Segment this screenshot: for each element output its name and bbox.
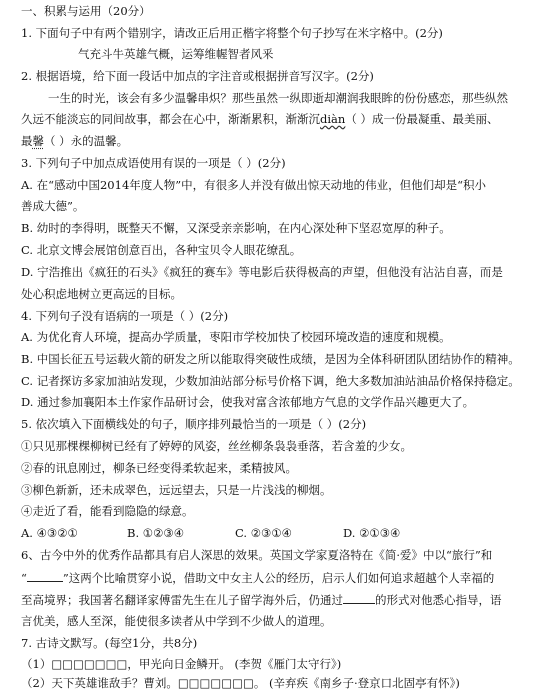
q3-option-a-line1: A. 在“感动中国2014年度人物”中，有很多人并没有做出惊天动地的伟业，但他们却是“积小 [21, 178, 487, 192]
q4-option-a: A. 为优化育人环境，提高办学质量，枣阳市学校加快了校园环境改造的速度和规模。 [21, 330, 451, 344]
q6-line2 [21, 570, 494, 585]
q5-sentence-3: ③柳色新新，还未成翠色，远远望去，只是一片浅浅的柳烟。 [21, 483, 332, 497]
q6-open-quote: “ [21, 571, 27, 585]
q3-option-a-line2: 善成大德”。 [21, 199, 85, 213]
q7-line2: （2）天下英雄谁敌手？曹刘。□□□□□□□。 (辛弃疾《南乡子·登京口北固亭有怀》) [21, 676, 460, 690]
q5-sentence-4: ④走近了看，能看到隐隐的绿意。 [21, 504, 194, 518]
q6-line3-tail: 的形式对他悉心指导，语 [375, 593, 502, 607]
q6-line4: 言优美，感人至深，能使很多读者从中学到不少做人的道理。 [21, 614, 332, 628]
q7-stem: 7. 古诗文默写。(每空1分，共8分) [21, 636, 198, 650]
q6-blank-2 [343, 592, 375, 604]
q2-line2-tail: （ ）成一份最凝重、最美丽、 [345, 112, 499, 126]
q3-option-b: B. 幼时的李得明，既整天不懈，又深受亲亲影响，在内心深处种下坚忍宽厚的种子。 [21, 221, 451, 235]
q4-option-c: C. 记者探访多家加油站发现，少数加油站部分标号价格下调，绝大多数加油站油品价格保持稳定。 [21, 374, 520, 388]
q1-stem: 1. 下面句子中有两个错别字，请改正后用正楷字将整个句子抄写在米字格中。(2分) [21, 26, 443, 40]
q5-option-a: A. ④③②① [21, 526, 78, 540]
q5-sentence-1: ①只见那棵棵柳树已经有了婷婷的风姿，丝丝柳条袅袅垂落，若含羞的少女。 [21, 439, 412, 453]
q2-line3-tail: （ ）永的温馨。 [44, 134, 129, 148]
q2-stem: 2. 根据语境，给下面一段话中加点的字注音或根据拼音写汉字。(2分) [21, 69, 374, 83]
section-title: 一、积累与运用（20分） [21, 4, 151, 18]
q5-option-d: D. ②①③④ [343, 526, 401, 540]
q6-blank-1 [27, 570, 63, 582]
q6-line1: 6、古今中外的优秀作品都具有启人深思的效果。英国文学家夏洛特在《简·爱》中以“旅行”和 [21, 548, 493, 562]
q3-option-d-line2: 处心积虑地树立更高远的目标。 [21, 287, 182, 301]
q2-paragraph-line2 [21, 112, 498, 126]
q3-option-d-line1: D. 宁浩推出《疯狂的石头》《疯狂的赛车》等电影后获得极高的声望，但他没有沾沾自喜，而是 [21, 265, 503, 279]
q5-option-c: C. ②③①④ [235, 526, 292, 540]
q6-line3 [21, 592, 502, 607]
q5-stem: 5. 依次填入下面横线处的句子，顺序排列最恰当的一项是（ ）(2分) [21, 417, 367, 431]
q5-option-b: B. ①②③④ [127, 526, 185, 540]
q7-line1: （1）□□□□□□□，甲光向日金鳞开。 (李贺《雁门太守行》) [21, 657, 342, 671]
q4-stem: 4. 下列句子没有语病的一项是（ ）(2分) [21, 309, 229, 323]
q2-paragraph-line3 [21, 134, 128, 148]
q4-option-b: B. 中国长征五号运载火箭的研发之所以能取得突破性成绩，是因为全体科研团队团结协作的精神。 [21, 352, 520, 366]
q2-line2-text: 久远不能淡忘的同间故事，都会在心中，渐渐累积，渐渐沉 [21, 112, 320, 126]
q3-option-c: C. 北京文博会展馆创意百出，各种宝贝令人眼花缭乱。 [21, 243, 302, 257]
q2-line3-head: 最 [21, 134, 33, 148]
q1-sentence: 气充斗牛英雄气概，运筹维幄智者风釆 [78, 47, 274, 61]
q4-option-d: D. 通过参加襄阳本土作家作品研讨会，使我对富含浓郁地方气息的文学作品兴趣更大了。 [21, 395, 475, 409]
q6-line2-text: ”这两个比喻贯穿小说，借助文中女主人公的经历，启示人们如何追求超越个人幸福的 [62, 571, 495, 585]
q2-paragraph-line1: 一生的时光，该会有多少温馨串炽？那些虽然一纵即逝却潮润我眼眸的份份感恋，那些纵然 [48, 91, 508, 105]
q2-marked-char: 馨 [32, 134, 44, 148]
q5-sentence-2: ②春的讯息刚过，柳条已经变得柔软起来，柔精披风。 [21, 461, 297, 475]
q6-line3-text: 至高境界；我国著名翻译家傅雷先生在儿子留学海外后，仍通过 [21, 593, 343, 607]
q2-pinyin: diàn [320, 112, 346, 126]
q3-stem: 3. 下列句子中加点成语使用有误的一项是（ ）(2分) [21, 156, 286, 170]
q5-options [21, 526, 451, 540]
